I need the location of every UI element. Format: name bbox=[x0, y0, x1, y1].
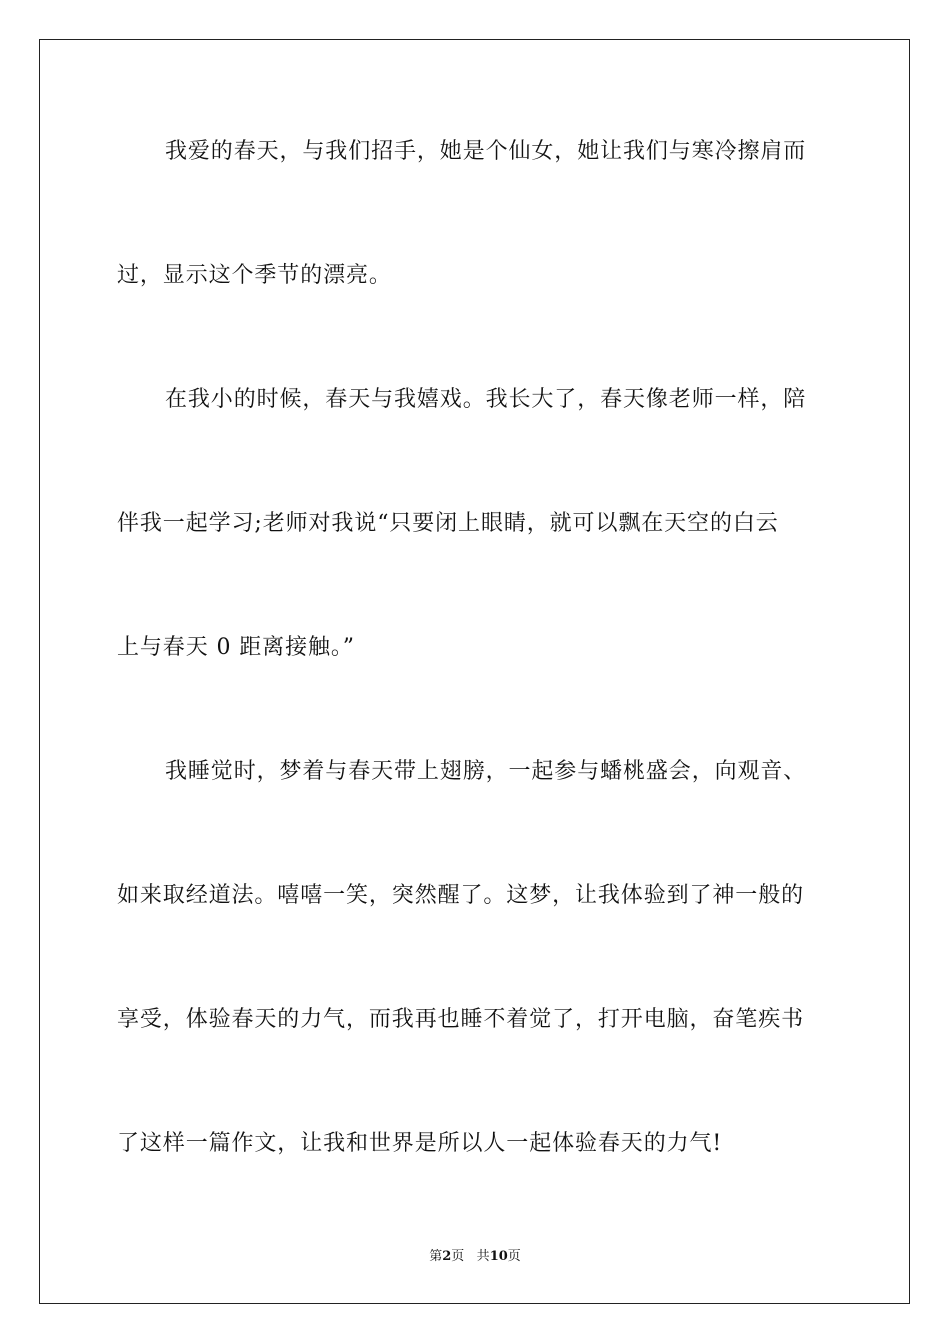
total-label-prefix: 共 bbox=[476, 1249, 490, 1264]
paragraph-3-line-2: 如来取经道法。嘻嘻一笑，突然醒了。这梦，让我体验到了神一般的 bbox=[117, 883, 805, 908]
paragraph-2-line-3: 上与春天 0 距离接触。” bbox=[117, 635, 355, 660]
total-label-unit: 页 bbox=[507, 1249, 521, 1264]
paragraph-3-line-1: 我睡觉时，梦着与春天带上翅膀，一起参与蟠桃盛会，向观音、 bbox=[165, 759, 807, 784]
current-page-number: 2 bbox=[442, 1249, 452, 1264]
paragraph-1-line-1: 我爱的春天，与我们招手，她是个仙女，她让我们与寒冷擦肩而 bbox=[165, 139, 807, 164]
total-pages-number: 10 bbox=[489, 1249, 508, 1264]
page-footer bbox=[0, 1248, 950, 1266]
paragraph-1-line-2: 过，显示这个季节的漂亮。 bbox=[117, 263, 392, 288]
paragraph-2-line-1: 在我小的时候，春天与我嬉戏。我长大了，春天像老师一样，陪 bbox=[165, 387, 807, 412]
paragraph-3-line-3: 享受，体验春天的力气，而我再也睡不着觉了，打开电脑，奋笔疾书 bbox=[117, 1007, 805, 1032]
page-label-prefix: 第 bbox=[429, 1249, 443, 1264]
page-border bbox=[39, 39, 910, 1304]
page-label-unit: 页 bbox=[451, 1249, 465, 1264]
paragraph-3-line-4: 了这样一篇作文，让我和世界是所以人一起体验春天的力气! bbox=[117, 1131, 723, 1156]
paragraph-2-line-2: 伴我一起学习;老师对我说“只要闭上眼睛，就可以飘在天空的白云 bbox=[117, 511, 779, 536]
